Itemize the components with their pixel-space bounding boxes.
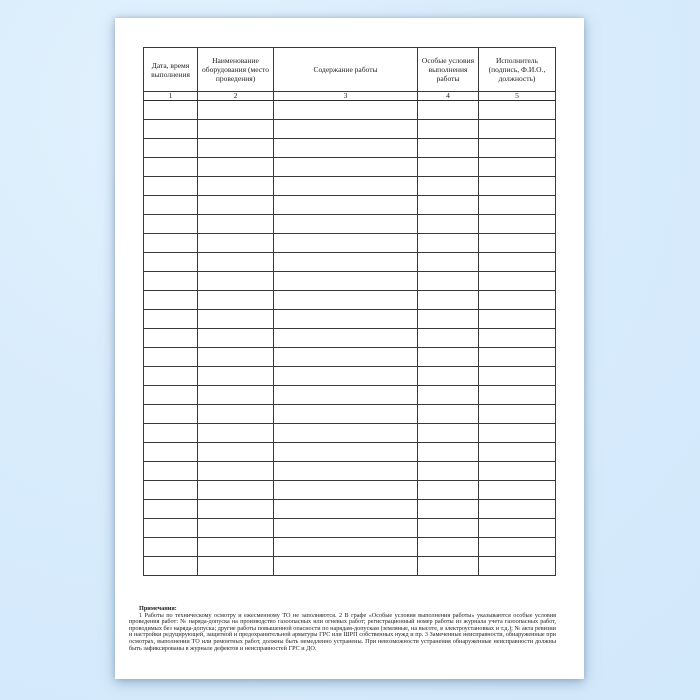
empty-cell — [274, 139, 418, 158]
empty-cell — [479, 139, 556, 158]
empty-cell — [479, 196, 556, 215]
column-number: 2 — [198, 92, 274, 101]
empty-cell — [479, 500, 556, 519]
empty-cell — [144, 405, 198, 424]
empty-cell — [144, 291, 198, 310]
empty-cell — [274, 310, 418, 329]
empty-cell — [274, 196, 418, 215]
column-number: 4 — [418, 92, 479, 101]
empty-cell — [198, 386, 274, 405]
empty-cell — [479, 234, 556, 253]
empty-cell — [144, 272, 198, 291]
empty-cell — [198, 519, 274, 538]
table-row — [144, 538, 556, 557]
notes-heading: Примечания: — [139, 605, 177, 612]
table-header-row — [144, 48, 556, 92]
column-header-executor: Исполнитель (подпись, Ф.И.О., должность) — [479, 48, 556, 92]
empty-cell — [479, 367, 556, 386]
table-row — [144, 386, 556, 405]
empty-cell — [274, 500, 418, 519]
empty-cell — [274, 158, 418, 177]
table-row — [144, 348, 556, 367]
empty-cell — [479, 291, 556, 310]
empty-cell — [418, 234, 479, 253]
empty-cell — [418, 367, 479, 386]
notes-section — [129, 606, 556, 652]
table-row — [144, 215, 556, 234]
table-row — [144, 310, 556, 329]
empty-cell — [274, 481, 418, 500]
empty-cell — [144, 329, 198, 348]
empty-cell — [479, 215, 556, 234]
empty-cell — [479, 386, 556, 405]
empty-cell — [274, 462, 418, 481]
empty-cell — [274, 329, 418, 348]
empty-cell — [274, 405, 418, 424]
table-row — [144, 253, 556, 272]
empty-cell — [198, 348, 274, 367]
empty-cell — [418, 462, 479, 481]
table-row — [144, 481, 556, 500]
empty-cell — [144, 500, 198, 519]
table-row — [144, 196, 556, 215]
empty-cell — [479, 462, 556, 481]
empty-cell — [144, 234, 198, 253]
empty-cell — [144, 519, 198, 538]
empty-cell — [479, 329, 556, 348]
empty-cell — [198, 139, 274, 158]
empty-cell — [418, 348, 479, 367]
empty-cell — [144, 139, 198, 158]
empty-cell — [198, 329, 274, 348]
empty-cell — [418, 139, 479, 158]
column-number: 5 — [479, 92, 556, 101]
empty-cell — [198, 557, 274, 576]
empty-cell — [144, 120, 198, 139]
table-row — [144, 139, 556, 158]
empty-cell — [198, 424, 274, 443]
empty-cell — [274, 443, 418, 462]
empty-cell — [144, 310, 198, 329]
empty-cell — [418, 481, 479, 500]
empty-cell — [418, 253, 479, 272]
empty-cell — [479, 310, 556, 329]
empty-cell — [274, 424, 418, 443]
empty-cell — [479, 158, 556, 177]
empty-cell — [198, 177, 274, 196]
empty-cell — [198, 272, 274, 291]
empty-cell — [418, 177, 479, 196]
empty-cell — [144, 424, 198, 443]
empty-cell — [479, 101, 556, 120]
empty-cell — [144, 253, 198, 272]
empty-cell — [274, 519, 418, 538]
empty-cell — [144, 158, 198, 177]
table-row — [144, 500, 556, 519]
empty-cell — [418, 405, 479, 424]
column-header-special-conditions: Особые условия выполнения работы — [418, 48, 479, 92]
empty-cell — [198, 215, 274, 234]
table-row — [144, 519, 556, 538]
column-number: 1 — [144, 92, 198, 101]
column-number: 3 — [274, 92, 418, 101]
empty-cell — [144, 177, 198, 196]
empty-cell — [418, 329, 479, 348]
empty-cell — [274, 101, 418, 120]
empty-cell — [144, 215, 198, 234]
empty-cell — [274, 272, 418, 291]
empty-cell — [144, 481, 198, 500]
empty-cell — [274, 120, 418, 139]
empty-cell — [198, 443, 274, 462]
empty-cell — [274, 557, 418, 576]
table-row — [144, 557, 556, 576]
empty-cell — [198, 481, 274, 500]
empty-cell — [198, 310, 274, 329]
empty-cell — [198, 462, 274, 481]
empty-cell — [479, 519, 556, 538]
table-row — [144, 329, 556, 348]
empty-cell — [144, 386, 198, 405]
empty-cell — [479, 120, 556, 139]
empty-cell — [479, 272, 556, 291]
empty-cell — [418, 386, 479, 405]
empty-cell — [274, 386, 418, 405]
empty-cell — [274, 234, 418, 253]
empty-cell — [144, 538, 198, 557]
empty-cell — [198, 253, 274, 272]
table-row — [144, 120, 556, 139]
table-body — [144, 101, 556, 576]
empty-cell — [144, 557, 198, 576]
empty-cell — [418, 310, 479, 329]
column-header-date-time: Дата, время выполнения — [144, 48, 198, 92]
empty-cell — [479, 253, 556, 272]
empty-cell — [418, 443, 479, 462]
column-numbers-row — [144, 92, 556, 101]
empty-cell — [198, 158, 274, 177]
column-header-work-content: Содержание работы — [274, 48, 418, 92]
empty-cell — [418, 215, 479, 234]
empty-cell — [479, 443, 556, 462]
table-row — [144, 405, 556, 424]
empty-cell — [418, 291, 479, 310]
empty-cell — [144, 443, 198, 462]
table-row — [144, 462, 556, 481]
empty-cell — [144, 348, 198, 367]
empty-cell — [479, 557, 556, 576]
column-header-equipment: Наименование оборудования (место проведения) — [198, 48, 274, 92]
empty-cell — [198, 120, 274, 139]
empty-cell — [144, 196, 198, 215]
empty-cell — [274, 253, 418, 272]
table-row — [144, 101, 556, 120]
table-row — [144, 291, 556, 310]
empty-cell — [418, 538, 479, 557]
empty-cell — [479, 348, 556, 367]
empty-cell — [479, 405, 556, 424]
empty-cell — [144, 367, 198, 386]
empty-cell — [198, 291, 274, 310]
empty-cell — [479, 481, 556, 500]
empty-cell — [418, 272, 479, 291]
table-row — [144, 272, 556, 291]
empty-cell — [144, 101, 198, 120]
empty-cell — [198, 538, 274, 557]
empty-cell — [274, 177, 418, 196]
empty-cell — [198, 196, 274, 215]
document-page — [115, 18, 584, 679]
empty-cell — [198, 367, 274, 386]
work-log-table — [143, 47, 556, 576]
empty-cell — [198, 500, 274, 519]
table-row — [144, 158, 556, 177]
empty-cell — [274, 348, 418, 367]
empty-cell — [418, 519, 479, 538]
notes-text: 1 Работы по техническому осмотру и ежесменному ТО не заполняются. 2 В графе «Особые условия выполнения работы» указываются особые условия проведения работ: № наряда-допуска на производство газоопасных или огневых работ; регистрационный номер работы из журнала учета газоопасных работ, проводимых без наряда-допуска; другие работы повышенной опасности по нарядам-допускам (земляные, на высоте, в электроустановках и т.д.); № акта ревизии и настройки редуцирующей, защитной и предохранительной арматуры ГРС или ШРП собственных нужд и пр. 3 Замеченные неисправности, обнаруженные при осмотрах, выполнении ТО или ремонтных работ, должны быть немедленно устранены. При невозможности устранения обнаруженные неисправности должны быть зафиксированы в журнале дефектов и неисправностей ГРС и ДО. — [129, 611, 556, 652]
table-row — [144, 234, 556, 253]
empty-cell — [274, 367, 418, 386]
table-row — [144, 424, 556, 443]
empty-cell — [198, 101, 274, 120]
table-row — [144, 177, 556, 196]
empty-cell — [479, 424, 556, 443]
empty-cell — [274, 538, 418, 557]
empty-cell — [418, 196, 479, 215]
empty-cell — [274, 215, 418, 234]
empty-cell — [274, 291, 418, 310]
empty-cell — [479, 177, 556, 196]
empty-cell — [198, 234, 274, 253]
table-row — [144, 443, 556, 462]
empty-cell — [418, 557, 479, 576]
empty-cell — [418, 500, 479, 519]
empty-cell — [418, 424, 479, 443]
empty-cell — [479, 538, 556, 557]
empty-cell — [144, 462, 198, 481]
empty-cell — [418, 158, 479, 177]
empty-cell — [418, 120, 479, 139]
empty-cell — [418, 101, 479, 120]
empty-cell — [198, 405, 274, 424]
table-row — [144, 367, 556, 386]
